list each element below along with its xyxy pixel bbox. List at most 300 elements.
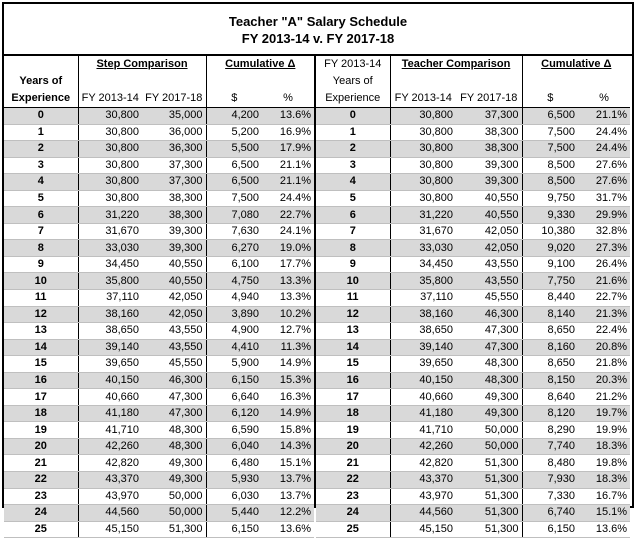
fy2013-cell: 31,670 bbox=[78, 223, 142, 240]
fy2013-cell: 30,800 bbox=[390, 190, 456, 207]
delta-dollar-cell: 8,640 bbox=[522, 389, 578, 406]
step-cell: 8 bbox=[316, 240, 390, 257]
table-row bbox=[316, 273, 630, 290]
delta-dollar-cell: 8,140 bbox=[522, 306, 578, 323]
delta-pct-cell: 19.9% bbox=[578, 422, 630, 439]
delta-dollar-cell: 8,650 bbox=[522, 356, 578, 373]
fy2013-cell: 39,140 bbox=[78, 339, 142, 356]
delta-dollar-cell: 4,410 bbox=[206, 339, 262, 356]
fy2017-cell: 37,300 bbox=[142, 174, 206, 191]
step-cell: 7 bbox=[4, 223, 78, 240]
step-cell: 18 bbox=[316, 405, 390, 422]
delta-dollar-cell: 4,900 bbox=[206, 323, 262, 340]
col-pct: % bbox=[283, 92, 293, 104]
table-row bbox=[4, 240, 314, 257]
step-cell: 12 bbox=[4, 306, 78, 323]
delta-dollar-cell: 6,040 bbox=[206, 438, 262, 455]
delta-dollar-cell: 6,590 bbox=[206, 422, 262, 439]
delta-dollar-cell: 7,630 bbox=[206, 223, 262, 240]
table-row bbox=[4, 256, 314, 273]
fy2017-cell: 40,550 bbox=[142, 273, 206, 290]
col-fy2017: FY 2017-18 bbox=[142, 90, 206, 108]
delta-pct-cell: 27.6% bbox=[578, 157, 630, 174]
delta-pct-cell: 24.1% bbox=[262, 223, 314, 240]
delta-pct-cell: 27.6% bbox=[578, 174, 630, 191]
col-fy2013: FY 2013-14 bbox=[81, 92, 139, 104]
table-row bbox=[4, 372, 314, 389]
delta-pct-cell: 21.1% bbox=[262, 174, 314, 191]
table-row bbox=[4, 141, 314, 158]
salary-schedule-sheet bbox=[2, 2, 634, 535]
delta-dollar-cell: 7,500 bbox=[522, 141, 578, 158]
fy2013-cell: 42,260 bbox=[390, 438, 456, 455]
delta-pct-cell: 19.0% bbox=[262, 240, 314, 257]
step-comparison-table bbox=[4, 56, 314, 538]
delta-pct-cell: 14.9% bbox=[262, 356, 314, 373]
step-cell: 22 bbox=[4, 472, 78, 489]
fy2013-cell: 40,150 bbox=[390, 372, 456, 389]
table-row bbox=[4, 290, 314, 307]
delta-dollar-cell: 4,200 bbox=[206, 108, 262, 125]
delta-dollar-cell: 7,740 bbox=[522, 438, 578, 455]
fy2017-cell: 48,300 bbox=[456, 356, 522, 373]
step-cell: 1 bbox=[4, 124, 78, 141]
table-row bbox=[316, 389, 630, 406]
fy2017-cell: 49,300 bbox=[456, 405, 522, 422]
delta-pct-cell: 21.2% bbox=[578, 389, 630, 406]
delta-dollar-cell: 7,750 bbox=[522, 273, 578, 290]
delta-dollar-cell: 9,100 bbox=[522, 256, 578, 273]
delta-dollar-cell: 9,330 bbox=[522, 207, 578, 224]
delta-pct-cell: 24.4% bbox=[578, 124, 630, 141]
step-cell: 2 bbox=[4, 141, 78, 158]
step-cell: 6 bbox=[316, 207, 390, 224]
delta-pct-cell: 27.3% bbox=[578, 240, 630, 257]
table-row bbox=[4, 389, 314, 406]
yoe-fy-label: FY 2013-14 bbox=[316, 56, 390, 73]
delta-pct-cell: 22.7% bbox=[262, 207, 314, 224]
fy2017-cell: 45,550 bbox=[142, 356, 206, 373]
delta-pct-cell: 13.3% bbox=[262, 290, 314, 307]
table-row bbox=[4, 356, 314, 373]
fy2013-cell: 40,660 bbox=[390, 389, 456, 406]
step-cell: 4 bbox=[4, 174, 78, 191]
table-row bbox=[316, 124, 630, 141]
table-row bbox=[316, 356, 630, 373]
step-cell: 2 bbox=[316, 141, 390, 158]
step-cell: 15 bbox=[4, 356, 78, 373]
delta-dollar-cell: 6,150 bbox=[206, 372, 262, 389]
step-cell: 24 bbox=[4, 505, 78, 522]
fy2013-cell: 42,260 bbox=[78, 438, 142, 455]
delta-dollar-cell: 5,440 bbox=[206, 505, 262, 522]
step-cell: 15 bbox=[316, 356, 390, 373]
fy2013-cell: 45,150 bbox=[390, 521, 456, 538]
delta-pct-cell: 16.7% bbox=[578, 488, 630, 505]
header-blank bbox=[4, 56, 78, 73]
fy2013-cell: 41,710 bbox=[78, 422, 142, 439]
fy2017-cell: 35,000 bbox=[142, 108, 206, 125]
delta-pct-cell: 29.9% bbox=[578, 207, 630, 224]
step-comparison-header: Step Comparison bbox=[78, 56, 206, 73]
fy2017-cell: 49,300 bbox=[456, 389, 522, 406]
col-fy2017-right: FY 2017-18 bbox=[456, 90, 522, 108]
delta-dollar-cell: 6,150 bbox=[206, 521, 262, 538]
col-dollar-right: $ bbox=[547, 92, 554, 104]
step-cell: 3 bbox=[4, 157, 78, 174]
fy2013-cell: 30,800 bbox=[78, 141, 142, 158]
fy2017-cell: 43,550 bbox=[142, 339, 206, 356]
fy2013-cell: 33,030 bbox=[390, 240, 456, 257]
table-row bbox=[316, 488, 630, 505]
step-cell: 11 bbox=[4, 290, 78, 307]
delta-dollar-cell: 6,740 bbox=[522, 505, 578, 522]
step-cell: 8 bbox=[4, 240, 78, 257]
step-cell: 12 bbox=[316, 306, 390, 323]
fy2013-cell: 41,180 bbox=[390, 405, 456, 422]
table-row bbox=[316, 157, 630, 174]
step-cell: 5 bbox=[4, 190, 78, 207]
delta-dollar-cell: 8,500 bbox=[522, 157, 578, 174]
fy2013-cell: 43,970 bbox=[78, 488, 142, 505]
step-cell: 4 bbox=[316, 174, 390, 191]
step-cell: 20 bbox=[316, 438, 390, 455]
fy2013-cell: 37,110 bbox=[390, 290, 456, 307]
delta-pct-cell: 15.1% bbox=[578, 505, 630, 522]
delta-dollar-cell: 6,500 bbox=[206, 174, 262, 191]
delta-pct-cell: 21.3% bbox=[578, 306, 630, 323]
delta-pct-cell: 13.7% bbox=[262, 488, 314, 505]
fy2013-cell: 35,800 bbox=[390, 273, 456, 290]
step-cell: 17 bbox=[4, 389, 78, 406]
fy2013-cell: 31,670 bbox=[390, 223, 456, 240]
fy2013-cell: 30,800 bbox=[390, 141, 456, 158]
delta-pct-cell: 19.7% bbox=[578, 405, 630, 422]
teacher-comparison-panel bbox=[316, 56, 632, 535]
table-row bbox=[4, 223, 314, 240]
table-row bbox=[316, 455, 630, 472]
delta-pct-cell: 19.8% bbox=[578, 455, 630, 472]
fy2013-cell: 39,140 bbox=[390, 339, 456, 356]
table-row bbox=[4, 488, 314, 505]
col-dollar: $ bbox=[231, 92, 238, 104]
delta-dollar-cell: 7,330 bbox=[522, 488, 578, 505]
delta-dollar-cell: 8,650 bbox=[522, 323, 578, 340]
delta-dollar-cell: 8,500 bbox=[522, 174, 578, 191]
delta-dollar-cell: 7,080 bbox=[206, 207, 262, 224]
fy2017-cell: 40,550 bbox=[456, 190, 522, 207]
delta-dollar-cell: 7,500 bbox=[522, 124, 578, 141]
delta-dollar-cell: 7,930 bbox=[522, 472, 578, 489]
fy2013-cell: 38,650 bbox=[78, 323, 142, 340]
fy2017-cell: 38,300 bbox=[142, 207, 206, 224]
fy2013-cell: 45,150 bbox=[78, 521, 142, 538]
schedule-title bbox=[4, 4, 632, 56]
step-cell: 23 bbox=[316, 488, 390, 505]
delta-pct-cell: 32.8% bbox=[578, 223, 630, 240]
delta-pct-cell: 15.3% bbox=[262, 372, 314, 389]
col-fy2013-right: FY 2013-14 bbox=[394, 92, 452, 104]
step-cell: 7 bbox=[316, 223, 390, 240]
fy2013-cell: 34,450 bbox=[78, 256, 142, 273]
step-cell: 13 bbox=[4, 323, 78, 340]
delta-pct-cell: 21.8% bbox=[578, 356, 630, 373]
delta-pct-cell: 20.8% bbox=[578, 339, 630, 356]
fy2017-cell: 39,300 bbox=[456, 157, 522, 174]
step-cell: 13 bbox=[316, 323, 390, 340]
step-cell: 14 bbox=[316, 339, 390, 356]
delta-pct-cell: 13.3% bbox=[262, 273, 314, 290]
table-row bbox=[4, 505, 314, 522]
table-row bbox=[316, 438, 630, 455]
delta-pct-cell: 13.6% bbox=[262, 521, 314, 538]
step-cell: 6 bbox=[4, 207, 78, 224]
fy2017-cell: 51,300 bbox=[142, 521, 206, 538]
delta-dollar-cell: 6,640 bbox=[206, 389, 262, 406]
delta-pct-cell: 22.7% bbox=[578, 290, 630, 307]
fy2017-cell: 47,300 bbox=[456, 339, 522, 356]
delta-dollar-cell: 7,500 bbox=[206, 190, 262, 207]
table-row bbox=[316, 422, 630, 439]
fy2013-cell: 30,800 bbox=[78, 108, 142, 125]
step-cell: 11 bbox=[316, 290, 390, 307]
fy2017-cell: 48,300 bbox=[142, 438, 206, 455]
yoe-label-1: Years of bbox=[4, 73, 78, 90]
delta-dollar-cell: 9,020 bbox=[522, 240, 578, 257]
table-row bbox=[4, 521, 314, 538]
step-cell: 20 bbox=[4, 438, 78, 455]
fy2013-cell: 44,560 bbox=[390, 505, 456, 522]
delta-pct-cell: 14.3% bbox=[262, 438, 314, 455]
table-row bbox=[4, 207, 314, 224]
delta-pct-cell: 16.9% bbox=[262, 124, 314, 141]
fy2013-cell: 38,160 bbox=[78, 306, 142, 323]
fy2013-cell: 44,560 bbox=[78, 505, 142, 522]
table-row bbox=[4, 438, 314, 455]
fy2017-cell: 49,300 bbox=[142, 472, 206, 489]
delta-pct-cell: 24.4% bbox=[578, 141, 630, 158]
delta-dollar-cell: 8,290 bbox=[522, 422, 578, 439]
fy2013-cell: 30,800 bbox=[390, 157, 456, 174]
table-row bbox=[316, 240, 630, 257]
table-row bbox=[4, 306, 314, 323]
fy2013-cell: 39,650 bbox=[78, 356, 142, 373]
col-pct-right: % bbox=[599, 92, 609, 104]
cumulative-header-right: Cumulative Δ bbox=[541, 58, 612, 70]
table-row bbox=[316, 207, 630, 224]
delta-pct-cell: 24.4% bbox=[262, 190, 314, 207]
fy2017-cell: 36,000 bbox=[142, 124, 206, 141]
teacher-comparison-header: Teacher Comparison bbox=[390, 56, 522, 73]
fy2013-cell: 31,220 bbox=[78, 207, 142, 224]
delta-dollar-cell: 9,750 bbox=[522, 190, 578, 207]
delta-pct-cell: 21.1% bbox=[578, 108, 630, 125]
table-row bbox=[4, 174, 314, 191]
delta-dollar-cell: 6,480 bbox=[206, 455, 262, 472]
delta-pct-cell: 31.7% bbox=[578, 190, 630, 207]
delta-pct-cell: 26.4% bbox=[578, 256, 630, 273]
fy2017-cell: 50,000 bbox=[456, 422, 522, 439]
fy2017-cell: 40,550 bbox=[456, 207, 522, 224]
table-row bbox=[4, 339, 314, 356]
table-row bbox=[4, 472, 314, 489]
table-row bbox=[316, 405, 630, 422]
delta-pct-cell: 18.3% bbox=[578, 438, 630, 455]
delta-pct-cell: 12.7% bbox=[262, 323, 314, 340]
yoe-label-2: Experience bbox=[4, 90, 78, 108]
fy2017-cell: 49,300 bbox=[142, 455, 206, 472]
fy2013-cell: 30,800 bbox=[78, 190, 142, 207]
delta-pct-cell: 13.6% bbox=[578, 521, 630, 538]
step-cell: 18 bbox=[4, 405, 78, 422]
delta-pct-cell: 17.7% bbox=[262, 256, 314, 273]
step-cell: 21 bbox=[316, 455, 390, 472]
table-row bbox=[316, 323, 630, 340]
delta-dollar-cell: 8,160 bbox=[522, 339, 578, 356]
step-cell: 9 bbox=[316, 256, 390, 273]
step-cell: 25 bbox=[4, 521, 78, 538]
delta-dollar-cell: 6,030 bbox=[206, 488, 262, 505]
fy2013-cell: 30,800 bbox=[390, 108, 456, 125]
step-cell: 5 bbox=[316, 190, 390, 207]
fy2013-cell: 42,820 bbox=[390, 455, 456, 472]
fy2013-cell: 38,160 bbox=[390, 306, 456, 323]
delta-dollar-cell: 6,270 bbox=[206, 240, 262, 257]
delta-dollar-cell: 5,500 bbox=[206, 141, 262, 158]
fy2017-cell: 42,050 bbox=[456, 240, 522, 257]
step-cell: 0 bbox=[316, 108, 390, 125]
fy2013-cell: 30,800 bbox=[390, 124, 456, 141]
step-cell: 19 bbox=[316, 422, 390, 439]
title-line-1: Teacher "A" Salary Schedule bbox=[228, 14, 408, 29]
title-line-2: FY 2013-14 v. FY 2017-18 bbox=[241, 31, 395, 46]
delta-pct-cell: 15.8% bbox=[262, 422, 314, 439]
step-cell: 9 bbox=[4, 256, 78, 273]
table-row bbox=[4, 273, 314, 290]
fy2013-cell: 30,800 bbox=[78, 174, 142, 191]
delta-dollar-cell: 6,150 bbox=[522, 521, 578, 538]
fy2017-cell: 51,300 bbox=[456, 505, 522, 522]
table-row bbox=[4, 124, 314, 141]
fy2013-cell: 43,370 bbox=[78, 472, 142, 489]
table-row bbox=[4, 323, 314, 340]
delta-dollar-cell: 4,750 bbox=[206, 273, 262, 290]
table-row bbox=[4, 157, 314, 174]
table-row bbox=[316, 472, 630, 489]
step-cell: 14 bbox=[4, 339, 78, 356]
fy2017-cell: 42,050 bbox=[456, 223, 522, 240]
delta-pct-cell: 20.3% bbox=[578, 372, 630, 389]
table-row bbox=[4, 190, 314, 207]
fy2017-cell: 37,300 bbox=[456, 108, 522, 125]
step-cell: 23 bbox=[4, 488, 78, 505]
fy2013-cell: 43,970 bbox=[390, 488, 456, 505]
delta-dollar-cell: 5,930 bbox=[206, 472, 262, 489]
fy2017-cell: 43,550 bbox=[142, 323, 206, 340]
delta-pct-cell: 22.4% bbox=[578, 323, 630, 340]
fy2013-cell: 30,800 bbox=[78, 157, 142, 174]
delta-dollar-cell: 5,900 bbox=[206, 356, 262, 373]
delta-pct-cell: 15.1% bbox=[262, 455, 314, 472]
delta-pct-cell: 21.1% bbox=[262, 157, 314, 174]
table-row bbox=[316, 306, 630, 323]
fy2017-cell: 39,300 bbox=[456, 174, 522, 191]
table-row bbox=[316, 141, 630, 158]
table-row bbox=[316, 339, 630, 356]
step-cell: 25 bbox=[316, 521, 390, 538]
fy2017-cell: 43,550 bbox=[456, 256, 522, 273]
delta-dollar-cell: 6,100 bbox=[206, 256, 262, 273]
step-cell: 1 bbox=[316, 124, 390, 141]
delta-pct-cell: 17.9% bbox=[262, 141, 314, 158]
fy2013-cell: 30,800 bbox=[78, 124, 142, 141]
fy2013-cell: 38,650 bbox=[390, 323, 456, 340]
fy2017-cell: 51,300 bbox=[456, 455, 522, 472]
fy2013-cell: 40,660 bbox=[78, 389, 142, 406]
delta-pct-cell: 12.2% bbox=[262, 505, 314, 522]
fy2017-cell: 36,300 bbox=[142, 141, 206, 158]
delta-dollar-cell: 8,480 bbox=[522, 455, 578, 472]
fy2013-cell: 33,030 bbox=[78, 240, 142, 257]
fy2017-cell: 47,300 bbox=[142, 405, 206, 422]
fy2017-cell: 46,300 bbox=[456, 306, 522, 323]
fy2017-cell: 42,050 bbox=[142, 306, 206, 323]
fy2017-cell: 37,300 bbox=[142, 157, 206, 174]
delta-pct-cell: 11.3% bbox=[262, 339, 314, 356]
fy2017-cell: 39,300 bbox=[142, 240, 206, 257]
delta-dollar-cell: 8,440 bbox=[522, 290, 578, 307]
delta-pct-cell: 18.3% bbox=[578, 472, 630, 489]
table-row bbox=[316, 174, 630, 191]
fy2017-cell: 51,300 bbox=[456, 488, 522, 505]
table-row bbox=[316, 521, 630, 538]
delta-dollar-cell: 6,500 bbox=[206, 157, 262, 174]
fy2017-cell: 48,300 bbox=[142, 422, 206, 439]
step-cell: 16 bbox=[316, 372, 390, 389]
fy2017-cell: 50,000 bbox=[456, 438, 522, 455]
delta-pct-cell: 13.7% bbox=[262, 472, 314, 489]
step-cell: 10 bbox=[4, 273, 78, 290]
teacher-comparison-table bbox=[316, 56, 630, 538]
delta-dollar-cell: 10,380 bbox=[522, 223, 578, 240]
table-row bbox=[316, 256, 630, 273]
step-cell: 19 bbox=[4, 422, 78, 439]
step-cell: 0 bbox=[4, 108, 78, 125]
delta-dollar-cell: 6,120 bbox=[206, 405, 262, 422]
table-row bbox=[316, 290, 630, 307]
fy2013-cell: 41,180 bbox=[78, 405, 142, 422]
step-cell: 17 bbox=[316, 389, 390, 406]
step-cell: 16 bbox=[4, 372, 78, 389]
fy2013-cell: 40,150 bbox=[78, 372, 142, 389]
table-row bbox=[316, 372, 630, 389]
delta-pct-cell: 13.6% bbox=[262, 108, 314, 125]
fy2017-cell: 39,300 bbox=[142, 223, 206, 240]
step-cell: 3 bbox=[316, 157, 390, 174]
fy2017-cell: 47,300 bbox=[456, 323, 522, 340]
fy2013-cell: 35,800 bbox=[78, 273, 142, 290]
yoe-label-2-right: Experience bbox=[316, 90, 390, 108]
table-row bbox=[316, 108, 630, 125]
fy2017-cell: 38,300 bbox=[142, 190, 206, 207]
fy2017-cell: 40,550 bbox=[142, 256, 206, 273]
table-row bbox=[4, 405, 314, 422]
fy2017-cell: 50,000 bbox=[142, 505, 206, 522]
table-row bbox=[4, 422, 314, 439]
delta-dollar-cell: 8,150 bbox=[522, 372, 578, 389]
cumulative-header: Cumulative Δ bbox=[225, 58, 296, 70]
step-cell: 10 bbox=[316, 273, 390, 290]
